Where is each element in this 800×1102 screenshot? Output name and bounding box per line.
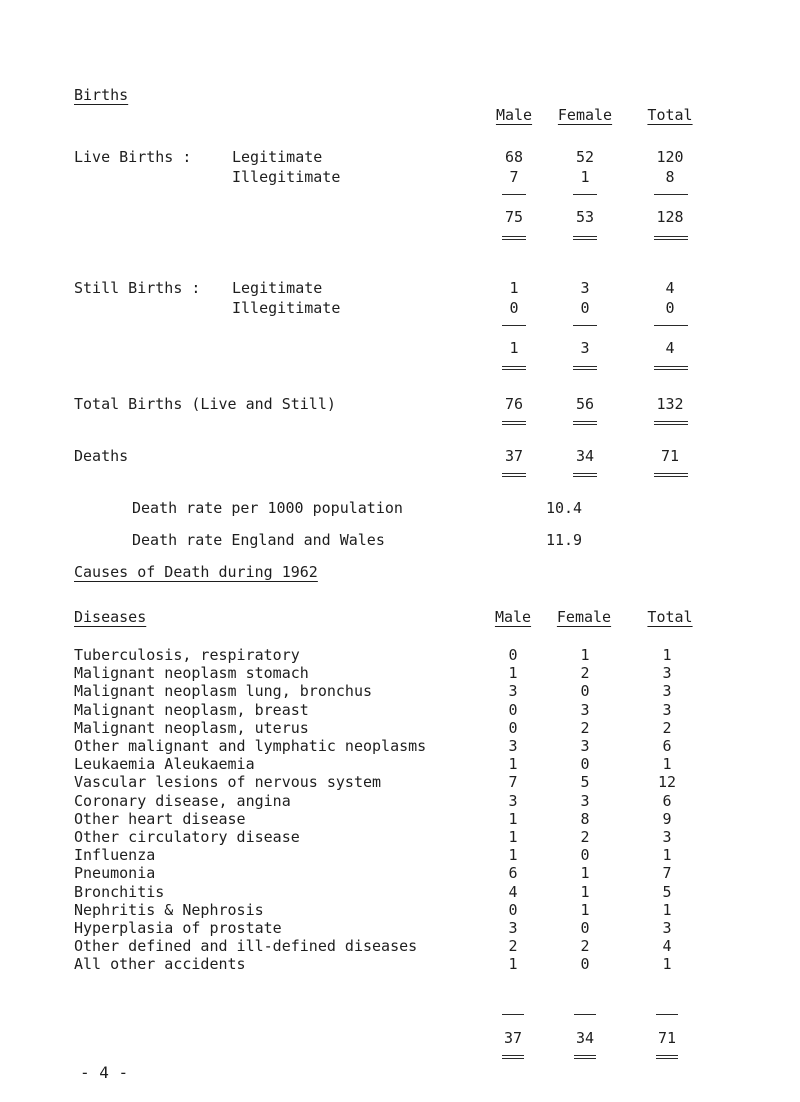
double-rule — [502, 366, 526, 370]
total-count: 2 — [662, 718, 672, 737]
total-count: 1 — [662, 846, 672, 865]
table-row — [0, 682, 800, 700]
rule — [574, 1014, 596, 1015]
double-rule — [654, 421, 688, 425]
total-count: 3 — [662, 664, 672, 683]
male-count: 1 — [508, 664, 518, 683]
causes-header-disease: Diseases — [74, 608, 147, 626]
still-subtotal-male: 1 — [509, 339, 519, 357]
total-count: 9 — [662, 809, 672, 828]
disease-name: Vascular lesions of nervous system — [74, 773, 382, 792]
still-illegitimate-male: 0 — [509, 299, 519, 317]
rule — [656, 1014, 678, 1015]
double-rule — [573, 473, 597, 477]
male-count: 3 — [508, 919, 518, 937]
female-count: 1 — [580, 900, 590, 919]
disease-name: Coronary disease, angina — [74, 791, 291, 810]
deaths-male: 37 — [504, 447, 524, 465]
double-rule — [654, 236, 688, 240]
causes-header-total: Total — [647, 608, 693, 626]
table-row — [0, 955, 800, 973]
female-count: 8 — [580, 809, 590, 828]
double-rule — [573, 236, 597, 240]
male-count: 1 — [508, 755, 518, 774]
death-rate-label: Death rate per 1000 population — [132, 499, 403, 517]
table-row — [0, 664, 800, 682]
female-count: 3 — [580, 737, 590, 755]
male-count: 1 — [508, 955, 518, 974]
deaths-total: 71 — [660, 447, 680, 465]
double-rule — [654, 473, 688, 477]
births-title: Births — [74, 86, 129, 104]
live-subtotal-male: 75 — [504, 208, 524, 226]
live-legitimate-female: 52 — [575, 148, 595, 166]
table-row — [0, 737, 800, 755]
total-count: 6 — [662, 737, 672, 755]
male-count: 3 — [508, 737, 518, 755]
table-row — [0, 755, 800, 773]
table-row — [0, 901, 800, 919]
male-count: 1 — [508, 846, 518, 865]
total-births-female: 56 — [575, 395, 595, 413]
table-row — [0, 919, 800, 937]
female-count: 2 — [580, 664, 590, 683]
still-legitimate-female: 3 — [580, 279, 590, 297]
total-count: 1 — [662, 755, 672, 774]
female-count: 2 — [580, 937, 590, 956]
live-illegitimate-female: 1 — [580, 168, 590, 186]
live-legitimate-male: 68 — [504, 148, 524, 166]
live-illegitimate-total: 8 — [665, 168, 675, 186]
male-count: 1 — [508, 809, 518, 828]
table-row — [0, 646, 800, 664]
total-count: 7 — [662, 864, 672, 883]
page-number: - 4 - — [80, 1063, 129, 1082]
still-legitimate-total: 4 — [665, 279, 675, 297]
female-count: 3 — [580, 700, 590, 719]
rule — [573, 194, 597, 195]
total-count: 1 — [662, 955, 672, 974]
live-legitimate-total: 120 — [656, 148, 684, 166]
rule — [502, 194, 526, 195]
male-count: 2 — [508, 937, 518, 956]
disease-name: Malignant neoplasm lung, bronchus — [74, 682, 373, 701]
female-count: 2 — [580, 828, 590, 846]
causes-total-female: 34 — [575, 1029, 595, 1047]
still-subtotal-female: 3 — [580, 339, 590, 357]
double-rule — [502, 236, 526, 240]
male-count: 0 — [508, 900, 518, 919]
death-rate-ew-label: Death rate England and Wales — [132, 531, 385, 549]
female-count: 5 — [580, 773, 590, 792]
rule — [573, 325, 597, 326]
total-count: 3 — [662, 700, 672, 719]
live-illegitimate-male: 7 — [509, 168, 519, 186]
disease-name: Hyperplasia of prostate — [74, 919, 282, 937]
table-row — [0, 773, 800, 791]
disease-name: Influenza — [74, 846, 156, 865]
still-illegitimate-female: 0 — [580, 299, 590, 317]
rule — [654, 325, 688, 326]
causes-header-female: Female — [556, 608, 612, 626]
male-count: 3 — [508, 791, 518, 810]
female-count: 0 — [580, 955, 590, 974]
births-header-female: Female — [557, 106, 613, 124]
death-rate-value: 10.4 — [545, 499, 583, 517]
still-births-label: Still Births : — [74, 279, 201, 297]
female-count: 1 — [580, 882, 590, 901]
female-count: 3 — [580, 791, 590, 810]
total-births-label: Total Births (Live and Still) — [74, 395, 336, 413]
female-count: 0 — [580, 846, 590, 865]
table-row — [0, 828, 800, 846]
double-rule — [573, 421, 597, 425]
births-header-male: Male — [495, 106, 533, 124]
male-count: 1 — [508, 828, 518, 846]
disease-name: Other heart disease — [74, 809, 246, 828]
disease-name: Pneumonia — [74, 864, 156, 883]
disease-name: Malignant neoplasm stomach — [74, 664, 309, 683]
causes-header-male: Male — [494, 608, 532, 626]
total-births-male: 76 — [504, 395, 524, 413]
disease-name: Malignant neoplasm, breast — [74, 700, 309, 719]
female-count: 1 — [580, 864, 590, 883]
table-row — [0, 846, 800, 864]
death-rate-ew-value: 11.9 — [545, 531, 583, 549]
disease-name: Bronchitis — [74, 882, 165, 901]
disease-name: Tuberculosis, respiratory — [74, 646, 300, 664]
deaths-label: Deaths — [74, 447, 129, 465]
male-count: 4 — [508, 882, 518, 901]
double-rule — [502, 473, 526, 477]
disease-name: Nephritis & Nephrosis — [74, 900, 264, 919]
total-count: 5 — [662, 882, 672, 901]
male-count: 0 — [508, 718, 518, 737]
total-count: 12 — [657, 773, 677, 792]
total-count: 3 — [662, 682, 672, 701]
total-count: 1 — [662, 646, 672, 664]
total-count: 3 — [662, 828, 672, 846]
causes-title: Causes of Death during 1962 — [74, 563, 318, 581]
female-count: 1 — [580, 646, 590, 664]
double-rule — [502, 421, 526, 425]
live-subtotal-total: 128 — [656, 208, 684, 226]
double-rule — [656, 1055, 678, 1059]
male-count: 3 — [508, 682, 518, 701]
rule — [654, 194, 688, 195]
disease-name: All other accidents — [74, 955, 246, 974]
live-illegitimate-label: Illegitimate — [232, 168, 341, 186]
disease-name: Other malignant and lymphatic neoplasms — [74, 737, 427, 755]
causes-total-male: 37 — [503, 1029, 523, 1047]
table-row — [0, 719, 800, 737]
table-row — [0, 937, 800, 955]
rule — [502, 325, 526, 326]
double-rule — [573, 366, 597, 370]
male-count: 0 — [508, 646, 518, 664]
total-count: 3 — [662, 919, 672, 937]
still-legitimate-male: 1 — [509, 279, 519, 297]
table-row — [0, 792, 800, 810]
female-count: 2 — [580, 718, 590, 737]
double-rule — [574, 1055, 596, 1059]
live-legitimate-label: Legitimate — [232, 148, 323, 166]
still-legitimate-label: Legitimate — [232, 279, 323, 297]
total-births-total: 132 — [656, 395, 684, 413]
deaths-female: 34 — [575, 447, 595, 465]
male-count: 6 — [508, 864, 518, 883]
male-count: 7 — [508, 773, 518, 792]
double-rule — [654, 366, 688, 370]
still-subtotal-total: 4 — [665, 339, 675, 357]
live-subtotal-female: 53 — [575, 208, 595, 226]
causes-total-total: 71 — [657, 1029, 677, 1047]
double-rule — [502, 1055, 524, 1059]
rule — [502, 1014, 524, 1015]
births-header-total: Total — [647, 106, 693, 124]
female-count: 0 — [580, 755, 590, 774]
female-count: 0 — [580, 682, 590, 701]
live-births-label: Live Births : — [74, 148, 192, 166]
still-illegitimate-total: 0 — [665, 299, 675, 317]
male-count: 0 — [508, 700, 518, 719]
disease-name: Leukaemia Aleukaemia — [74, 755, 255, 774]
total-count: 6 — [662, 791, 672, 810]
total-count: 1 — [662, 900, 672, 919]
table-row — [0, 864, 800, 882]
female-count: 0 — [580, 919, 590, 937]
table-row — [0, 883, 800, 901]
total-count: 4 — [662, 937, 672, 956]
disease-name: Malignant neoplasm, uterus — [74, 718, 309, 737]
disease-name: Other defined and ill-defined diseases — [74, 937, 418, 956]
still-illegitimate-label: Illegitimate — [232, 299, 341, 317]
table-row — [0, 701, 800, 719]
table-row — [0, 810, 800, 828]
disease-name: Other circulatory disease — [74, 828, 300, 846]
